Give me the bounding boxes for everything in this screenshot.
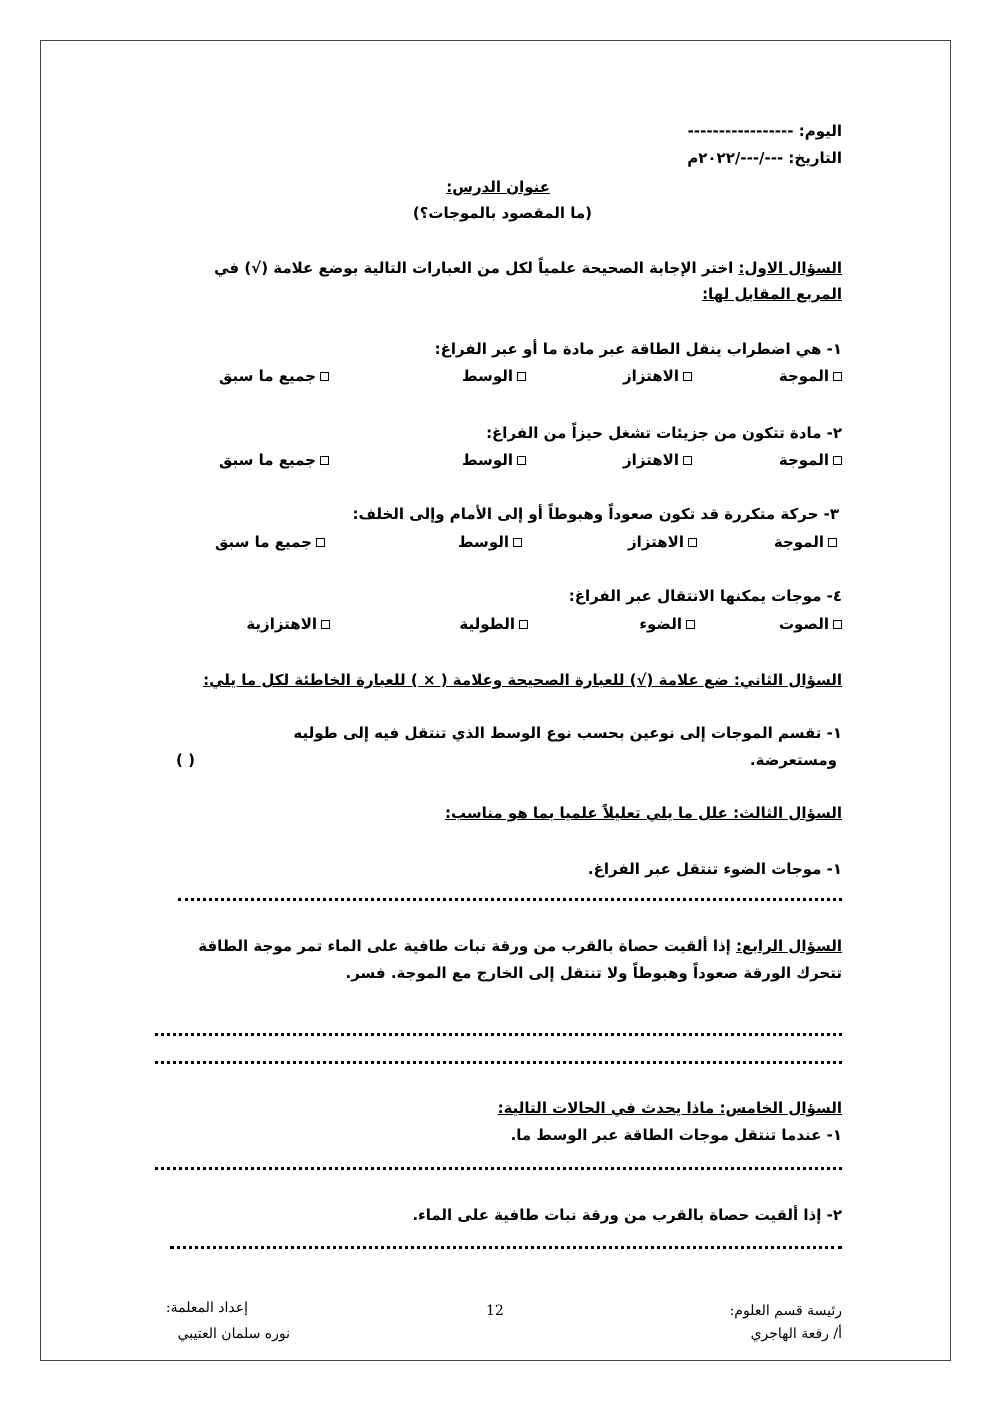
q2-item-line2: ومستعرضة. [749, 751, 837, 769]
q5-item-2: ٢- إذا ألقيت حصاة بالقرب من ورقة نبات طافية على الماء. [412, 1206, 842, 1224]
q1-item-2-option-1[interactable]: الموجة [779, 451, 842, 469]
q1-instruction [214, 259, 842, 277]
q4-answer-line-1[interactable] [155, 1033, 842, 1036]
q1-item-3-option-2[interactable]: الاهتزاز [628, 533, 697, 551]
q2-instruction [203, 671, 842, 689]
checkbox[interactable] [833, 620, 842, 629]
q5-instruction-text: ماذا يحدث في الحالات التالية: [497, 1099, 720, 1117]
checkbox[interactable] [321, 620, 330, 629]
q2-item-line1: ١- تقسم الموجات إلى نوعين بحسب نوع الوسط الذي تنتقل فيه إلى طوليه [293, 724, 842, 742]
lesson-title-label: عنوان الدرس: [446, 178, 550, 196]
page-number: 12 [486, 1303, 504, 1319]
q1-item-4-option-3[interactable]: الطولية [459, 615, 528, 633]
footer-teacher-name: نوره سلمان العتيبي [177, 1326, 290, 1342]
footer-head-name: أ/ رفعة الهاجري [750, 1326, 842, 1342]
checkbox[interactable] [519, 620, 528, 629]
q1-item-2-option-3[interactable]: الوسط [462, 451, 526, 469]
q1-item-1-option-2[interactable]: الاهتزاز [623, 367, 692, 385]
q3-instruction-text: علل ما يلي تعليلاً علميا بما هو مناسب: [445, 804, 734, 822]
q5-heading: السؤال الخامس: [719, 1099, 842, 1117]
checkbox[interactable] [320, 372, 329, 381]
q1-item-1-option-3[interactable]: الوسط [462, 367, 526, 385]
q1-item-1-option-4[interactable]: جميع ما سبق [219, 367, 329, 385]
checkbox[interactable] [683, 372, 692, 381]
q1-item-3-option-1[interactable]: الموجة [774, 533, 837, 551]
checkbox[interactable] [513, 538, 522, 547]
checkbox[interactable] [517, 456, 526, 465]
footer-teacher-label: إعداد المعلمة: [165, 1300, 248, 1316]
checkbox[interactable] [320, 456, 329, 465]
q5-instruction [498, 1099, 842, 1117]
q1-item-4-option-2[interactable]: الضوء [639, 615, 695, 633]
q2-answer-box[interactable]: ( ) [176, 751, 195, 769]
q5-item-1: ١- عندما تنتقل موجات الطاقة عبر الوسط ما. [510, 1126, 842, 1144]
q1-instruction-line2: المربع المقابل لها: [702, 285, 842, 303]
checkbox[interactable] [517, 372, 526, 381]
q3-instruction [445, 804, 842, 822]
q2-heading: السؤال الثاني: [733, 671, 842, 689]
checkbox[interactable] [828, 538, 837, 547]
q5-item-2-answer-line[interactable] [170, 1246, 842, 1249]
q4-line1 [198, 937, 842, 955]
q4-answer-line-2[interactable] [155, 1061, 842, 1064]
q1-item-4-option-4[interactable]: الاهتزازية [246, 615, 330, 633]
lesson-title: (ما المقصود بالموجات؟) [412, 204, 592, 222]
q1-heading: السؤال الاول: [738, 259, 842, 277]
q4-heading: السؤال الرابع: [736, 937, 842, 955]
q1-item-2-option-2[interactable]: الاهتزاز [623, 451, 692, 469]
checkbox[interactable] [833, 456, 842, 465]
checkbox[interactable] [316, 538, 325, 547]
q3-heading: السؤال الثالث: [733, 804, 842, 822]
q1-item-4-option-1[interactable]: الصوت [779, 615, 842, 633]
date-field: التاريخ: ---/---/٢٠٢٢م [687, 149, 842, 167]
checkbox[interactable] [683, 456, 692, 465]
q3-item: ١- موجات الضوء تنتقل عبر الفراغ. [587, 860, 842, 878]
q1-item-2-text: ٢- مادة تتكون من جزيئات تشغل حيزاً من الفراغ: [486, 424, 842, 442]
q1-instruction-text: اختر الإجابة الصحيحة علمياً لكل من العبارات التالية بوضع علامة (√) في [214, 259, 739, 277]
q1-item-4-text: ٤- موجات يمكنها الانتقال عبر الفراغ: [568, 587, 842, 605]
q1-item-1-text: ١- هي اضطراب ينقل الطاقة عبر مادة ما أو عبر الفراغ: [434, 340, 842, 358]
q3-answer-line[interactable] [178, 898, 842, 901]
q1-item-3-option-3[interactable]: الوسط [458, 533, 522, 551]
q4-line2: تتحرك الورقة صعوداً وهبوطاً ولا تنتقل إلى الخارج مع الموجة. فسر. [345, 964, 842, 982]
page-border [40, 40, 951, 1361]
q1-item-2-option-4[interactable]: جميع ما سبق [219, 451, 329, 469]
checkbox[interactable] [833, 372, 842, 381]
day-field: اليوم: ----------------- [687, 122, 842, 140]
q2-instruction-text: ضع علامة (√) للعبارة الصحيحة وعلامة ( × ) للعبارة الخاطئة لكل ما يلي: [203, 671, 734, 689]
q5-item-1-answer-line[interactable] [155, 1167, 842, 1170]
checkbox[interactable] [686, 620, 695, 629]
footer-head-label: رئيسة قسم العلوم: [729, 1303, 842, 1319]
q1-item-3-option-4[interactable]: جميع ما سبق [215, 533, 325, 551]
q1-item-3-text: ٣- حركة متكررة قد تكون صعوداً وهبوطاً أو إلى الأمام وإلى الخلف: [352, 505, 839, 523]
q1-item-1-option-1[interactable]: الموجة [779, 367, 842, 385]
q4-line1-text: إذا ألقيت حصاة بالقرب من ورقة نبات طافية على الماء تمر موجة الطاقة [198, 937, 737, 955]
checkbox[interactable] [688, 538, 697, 547]
